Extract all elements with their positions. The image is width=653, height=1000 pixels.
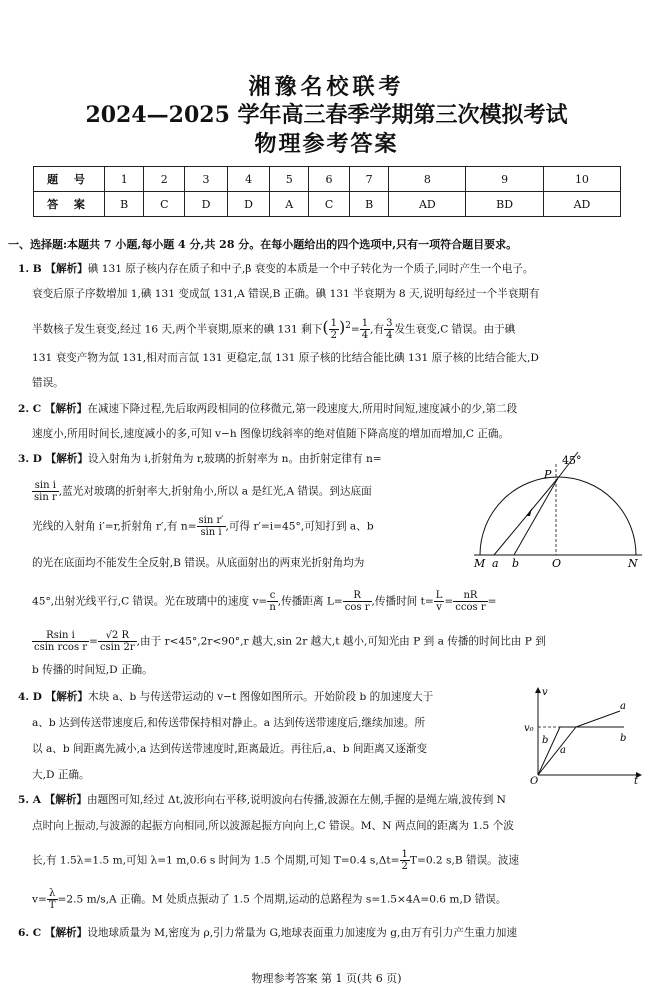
frac-num: sin r′: [198, 515, 224, 526]
fraction-sin-ratio-2: [197, 515, 226, 538]
q3-text: ,可得 r′=i=45°,可知打到 a、b: [225, 520, 374, 533]
q3-text: ,蓝光对玻璃的折射率大,折射角小,所以 a 是红光,A 错误。到达底面: [58, 485, 372, 498]
q5-line-2: 点时向上振动,与波源的起振方向相同,所以波源起振方向向上,C 错误。M、N 两点间的距离为 1.5 个波: [32, 820, 514, 832]
q1-line-2: 衰变后原子序数增加 1,碘 131 变成氙 131,A 错误,B 正确。碘 131 半衰期为 8 天,说明每经过一个半衰期有: [32, 288, 540, 300]
curve-a-start-label: a: [560, 745, 566, 756]
frac-den: 4: [386, 330, 393, 341]
q5-line-3: [32, 849, 519, 872]
fraction-half: [329, 318, 339, 341]
curve-a-end-label: a: [620, 701, 626, 712]
q5-line-4: [32, 888, 506, 911]
answer-cell: C: [309, 192, 350, 217]
q4-line-3: 以 a、b 间距离先减小,a 达到传送带速度时,距离最近。再往后,a、b 间距离又逐渐变: [32, 743, 428, 755]
q2-text: 在减速下降过程,先后取两段相同的位移微元,第一段速度大,所用时间短,速度减小的少,第二段: [87, 403, 518, 415]
q3-text: ,由于 r<45°,2r<90°,r 越大,sin 2r 越大,t 越小,可知光由 P 到 a 传播的时间比由 P 到: [136, 635, 546, 648]
frac-num: c: [267, 590, 277, 602]
frac-den: v: [436, 602, 442, 613]
q3-text: 光线的入射角 i′=r,折射角 r′,有 n=: [32, 520, 197, 533]
q3-line-5: [32, 590, 497, 613]
page-footer: 物理参考答案 第 1 页(共 6 页): [251, 972, 402, 985]
fraction-R-over-cosr: [343, 590, 372, 613]
q1-line-4: 131 衰变产物为氙 131,相对而言氙 131 更稳定,氙 131 原子核的比结合能比碘 131 原子核的比结合能大,D: [32, 352, 539, 364]
q1-text: 半数核子发生衰变,经过 16 天,两个半衰期,原来的碘 131 剩下: [32, 323, 323, 336]
frac-den: cos r: [344, 602, 370, 613]
q1-text: ,有: [370, 323, 385, 336]
q1-label: 1. B 【解析】: [18, 263, 88, 275]
q1-text: =: [350, 323, 360, 336]
point-N-label: N: [628, 557, 638, 570]
answer-cell: B: [105, 192, 144, 217]
section-heading: 一、选择题:本题共 7 小题,每小题 4 分,共 28 分。在每小题给出的四个选项中,只有一项符合题目要求。: [8, 238, 518, 251]
document-title: 物理参考答案: [254, 131, 399, 157]
q1-line-3: 半数核子发生衰变,经过 16 天,两个半衰期,原来的碘 131 剩下( $\frac{1}{2}$ )$^2$= $\frac{1}{4}$ ,有 $\frac{3}{4}$ 发生衰变,C 错误。由于碘: [32, 317, 516, 341]
q3-text: ,传播距离 L=: [277, 595, 343, 608]
exam-league-title: 湘豫名校联考: [248, 74, 405, 100]
t-axis-label: t: [634, 776, 639, 785]
fraction-half: [400, 849, 410, 872]
question-number: 5: [270, 167, 309, 192]
answer-table: [33, 166, 621, 217]
frac-num: Rsin i: [32, 630, 89, 642]
q5-text: =2.5 m/s,A 正确。M 处质点振动了 1.5 个周期,运动的总路程为 s=1.5×4A=0.6 m,D 错误。: [57, 893, 507, 906]
exponent: 2: [345, 320, 351, 331]
frac-den: n: [269, 602, 276, 613]
line-a-continue: [576, 711, 620, 727]
answer-cell: AD: [389, 192, 466, 217]
frac-den: 4: [361, 330, 369, 341]
q4-line-2: a、b 达到传送带速度后,和传送带保持相对静止。a 达到传送带速度后,继续加速。所: [32, 717, 426, 729]
fraction-lambda-over-T: [47, 888, 58, 911]
fraction-quarter: [360, 318, 370, 341]
exam-session-title: 2024—2025 学年高三春季学期第三次模拟考试: [85, 102, 568, 128]
q3-text: ,传播时间 t=: [371, 595, 434, 608]
frac-num: 1: [361, 318, 369, 329]
curve-b-start-label: b: [542, 735, 549, 746]
q5-text: T=0.2 s,B 错误。波速: [409, 854, 519, 867]
frac-num: L: [435, 590, 443, 601]
fraction-nR-over-ccosr: [453, 590, 487, 613]
q3-line-7: b 传播的时间短,D 正确。: [32, 664, 153, 676]
fraction-time-1: [32, 630, 89, 653]
answer-cell: BD: [466, 192, 544, 217]
frac-num: nR: [453, 590, 487, 602]
row-label-numbers: 题 号: [34, 167, 105, 192]
point-P-label: P: [544, 468, 552, 481]
q1-text: 碘 131 原子核内存在质子和中子,β 衰变的本质是一个中子转化为一个质子,同时产生一个电子。: [87, 263, 534, 275]
q5-label: 5. A 【解析】: [18, 794, 88, 806]
point-a-label: a: [492, 557, 499, 570]
q5-text: v=: [32, 893, 47, 906]
q5-text: 长,有 1.5λ=1.5 m,可知 λ=1 m,0.6 s 时间为 1.5 个周期,可知 T=0.4 s,Δt=: [32, 854, 400, 867]
frac-num: 1: [330, 318, 337, 329]
q3-text: 设入射角为 i,折射角为 r,玻璃的折射率为 n。由折射定律有 n=: [88, 453, 382, 465]
q3-line-3: [32, 515, 374, 538]
fraction-L-over-v: [434, 590, 445, 613]
q2-line-2: 速度小,所用时间长,速度减小的多,可知 v−h 图像切线斜率的绝对值随下降高度的增加而增加,C 正确。: [32, 428, 510, 440]
point-M-label: M: [474, 557, 486, 570]
v0-label: v₀: [524, 723, 534, 734]
v-axis-label: v: [542, 687, 548, 698]
fraction-time-2: [98, 630, 137, 653]
frac-den: csin rcos r: [34, 642, 88, 653]
frac-den: 2: [330, 330, 337, 341]
answer-cell: D: [185, 192, 228, 217]
fraction-three-quarters: [384, 318, 394, 341]
answer-cell: B: [349, 192, 388, 217]
question-number: 4: [227, 167, 270, 192]
q3-text: =: [444, 595, 454, 608]
answer-row: [34, 192, 621, 217]
q2-label: 2. C 【解析】: [18, 403, 88, 415]
question-number: 3: [185, 167, 228, 192]
q3-text: =: [89, 635, 98, 648]
arrow-head: [526, 508, 532, 516]
q2-line-1: [18, 402, 517, 416]
q3-line-2: [32, 480, 372, 503]
q3-line-6: [32, 630, 546, 653]
q6-label: 6. C 【解析】: [18, 927, 88, 939]
frac-den: sin i: [200, 527, 222, 538]
frac-den: 2: [401, 861, 408, 872]
question-number: 2: [144, 167, 185, 192]
q3-label: 3. D 【解析】: [18, 453, 88, 465]
fraction-sin-ratio: [32, 480, 59, 503]
answer-cell: A: [270, 192, 309, 217]
point-O-label: O: [552, 557, 562, 570]
point-b-label: b: [512, 557, 520, 570]
angle-label: 45°: [562, 454, 582, 467]
q1-line-1: [18, 262, 534, 276]
curve-b-end-label: b: [620, 733, 627, 744]
question-number-row: [34, 167, 621, 192]
frac-den: T: [48, 900, 56, 911]
frac-den: sin r: [34, 492, 57, 503]
row-label-answers: 答 案: [34, 192, 105, 217]
frac-num: √2 R: [98, 630, 137, 642]
answer-cell: C: [144, 192, 185, 217]
q3-line-1: [18, 452, 382, 466]
question-number: 7: [349, 167, 388, 192]
q1-line-5: 错误。: [32, 377, 64, 389]
answer-cell: D: [227, 192, 270, 217]
v-axis-arrow: [535, 687, 541, 693]
frac-den: csin 2r: [99, 642, 135, 653]
q6-line-1: [18, 926, 517, 940]
fraction-c-over-n: [267, 590, 277, 613]
question-number: 1: [105, 167, 144, 192]
frac-num: sin i: [32, 480, 59, 492]
refracted-ray-b: [514, 478, 558, 555]
question-number: 6: [309, 167, 350, 192]
velocity-time-graph: [520, 685, 646, 785]
q3-line-4: 的光在底面均不能发生全反射,B 错误。从底面射出的两束光折射角均为: [32, 557, 365, 569]
refracted-ray-a: [494, 478, 558, 555]
frac-num: 3: [386, 318, 393, 329]
frac-num: λ: [47, 888, 58, 900]
question-number: 8: [389, 167, 466, 192]
refraction-figure: [470, 450, 650, 570]
q3-text: 45°,出射光线平行,C 错误。光在玻璃中的速度 v=: [32, 595, 268, 608]
q6-text: 设地球质量为 M,密度为 ρ,引力常量为 G,地球表面重力加速度为 g,由万有引力产生重力加速: [87, 927, 517, 939]
q3-text: =: [487, 595, 497, 608]
frac-num: R: [343, 590, 372, 602]
q4-line-4: 大,D 正确。: [32, 769, 90, 781]
frac-num: 1: [401, 849, 408, 860]
q4-line-1: [18, 690, 433, 704]
question-number: 10: [543, 167, 620, 192]
q5-text: 由题图可知,经过 Δt,波形向右平移,说明波向右传播,波源在左侧,手握的是绳左端,波传到 N: [87, 794, 506, 806]
origin-label: O: [530, 776, 539, 785]
answer-cell: AD: [543, 192, 620, 217]
q4-label: 4. D 【解析】: [18, 691, 88, 703]
q1-text: 发生衰变,C 错误。由于碘: [394, 323, 516, 336]
frac-den: ccos r: [455, 602, 486, 613]
q4-text: 木块 a、b 与传送带运动的 v−t 图像如图所示。开始阶段 b 的加速度大于: [88, 691, 434, 703]
question-number: 9: [466, 167, 544, 192]
q5-line-1: [18, 793, 506, 807]
